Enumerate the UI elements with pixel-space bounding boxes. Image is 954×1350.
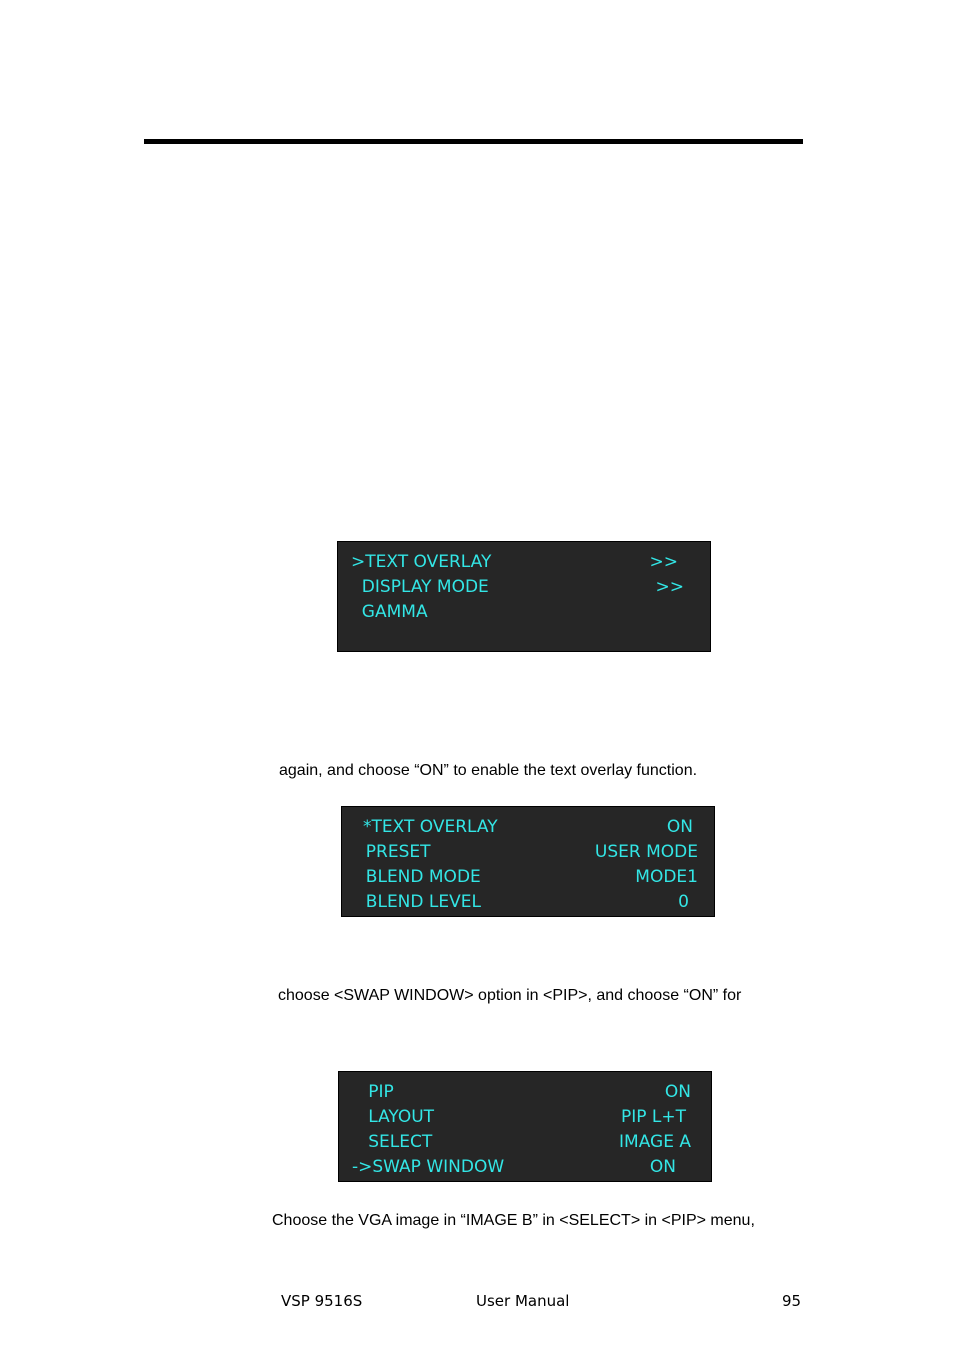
menu-row-label: GAMMA (351, 602, 428, 622)
instruction-text-1: again, and choose “ON” to enable the text overlay function. (279, 762, 698, 779)
menu-row-value: >> (655, 577, 684, 597)
menu-row-label: BLEND LEVEL (355, 892, 481, 912)
lcd-menu-text-overlay (337, 541, 711, 652)
menu-row-label: ->SWAP WINDOW (352, 1157, 505, 1177)
menu-row-label: DISPLAY MODE (351, 577, 489, 597)
menu-row-value: IMAGE A (619, 1132, 691, 1152)
footer-title: User Manual (476, 1292, 570, 1310)
lcd-menu-overlay-settings (341, 806, 715, 917)
lcd-menu-pip (338, 1071, 712, 1182)
menu-row-label: LAYOUT (352, 1107, 435, 1127)
header-rule (144, 139, 803, 144)
menu-row-value: >> (649, 552, 678, 572)
menu-row-label: PIP (352, 1082, 394, 1102)
menu-row-label: *TEXT OVERLAY (363, 817, 498, 837)
instruction-text-3: Choose the VGA image in “IMAGE B” in <SELECT> in <PIP> menu, (272, 1212, 755, 1229)
menu-row-label: BLEND MODE (355, 867, 481, 887)
menu-row-value: ON (664, 1082, 691, 1102)
menu-row-value: ON (666, 817, 693, 837)
footer-page-number: 95 (782, 1292, 802, 1310)
menu-row-label: >TEXT OVERLAY (351, 552, 492, 572)
menu-row-label: PRESET (355, 842, 431, 862)
menu-row-value: PIP L+T (620, 1107, 686, 1127)
menu-row-value: 0 (678, 892, 689, 912)
instruction-text-2: choose <SWAP WINDOW> option in <PIP>, and choose “ON” for (278, 987, 742, 1004)
menu-row-value: ON (649, 1157, 676, 1177)
footer-model: VSP 9516S (281, 1292, 363, 1310)
menu-row-label: SELECT (352, 1132, 433, 1152)
menu-row-value: USER MODE (594, 842, 698, 862)
menu-row-value: MODE1 (635, 867, 698, 887)
